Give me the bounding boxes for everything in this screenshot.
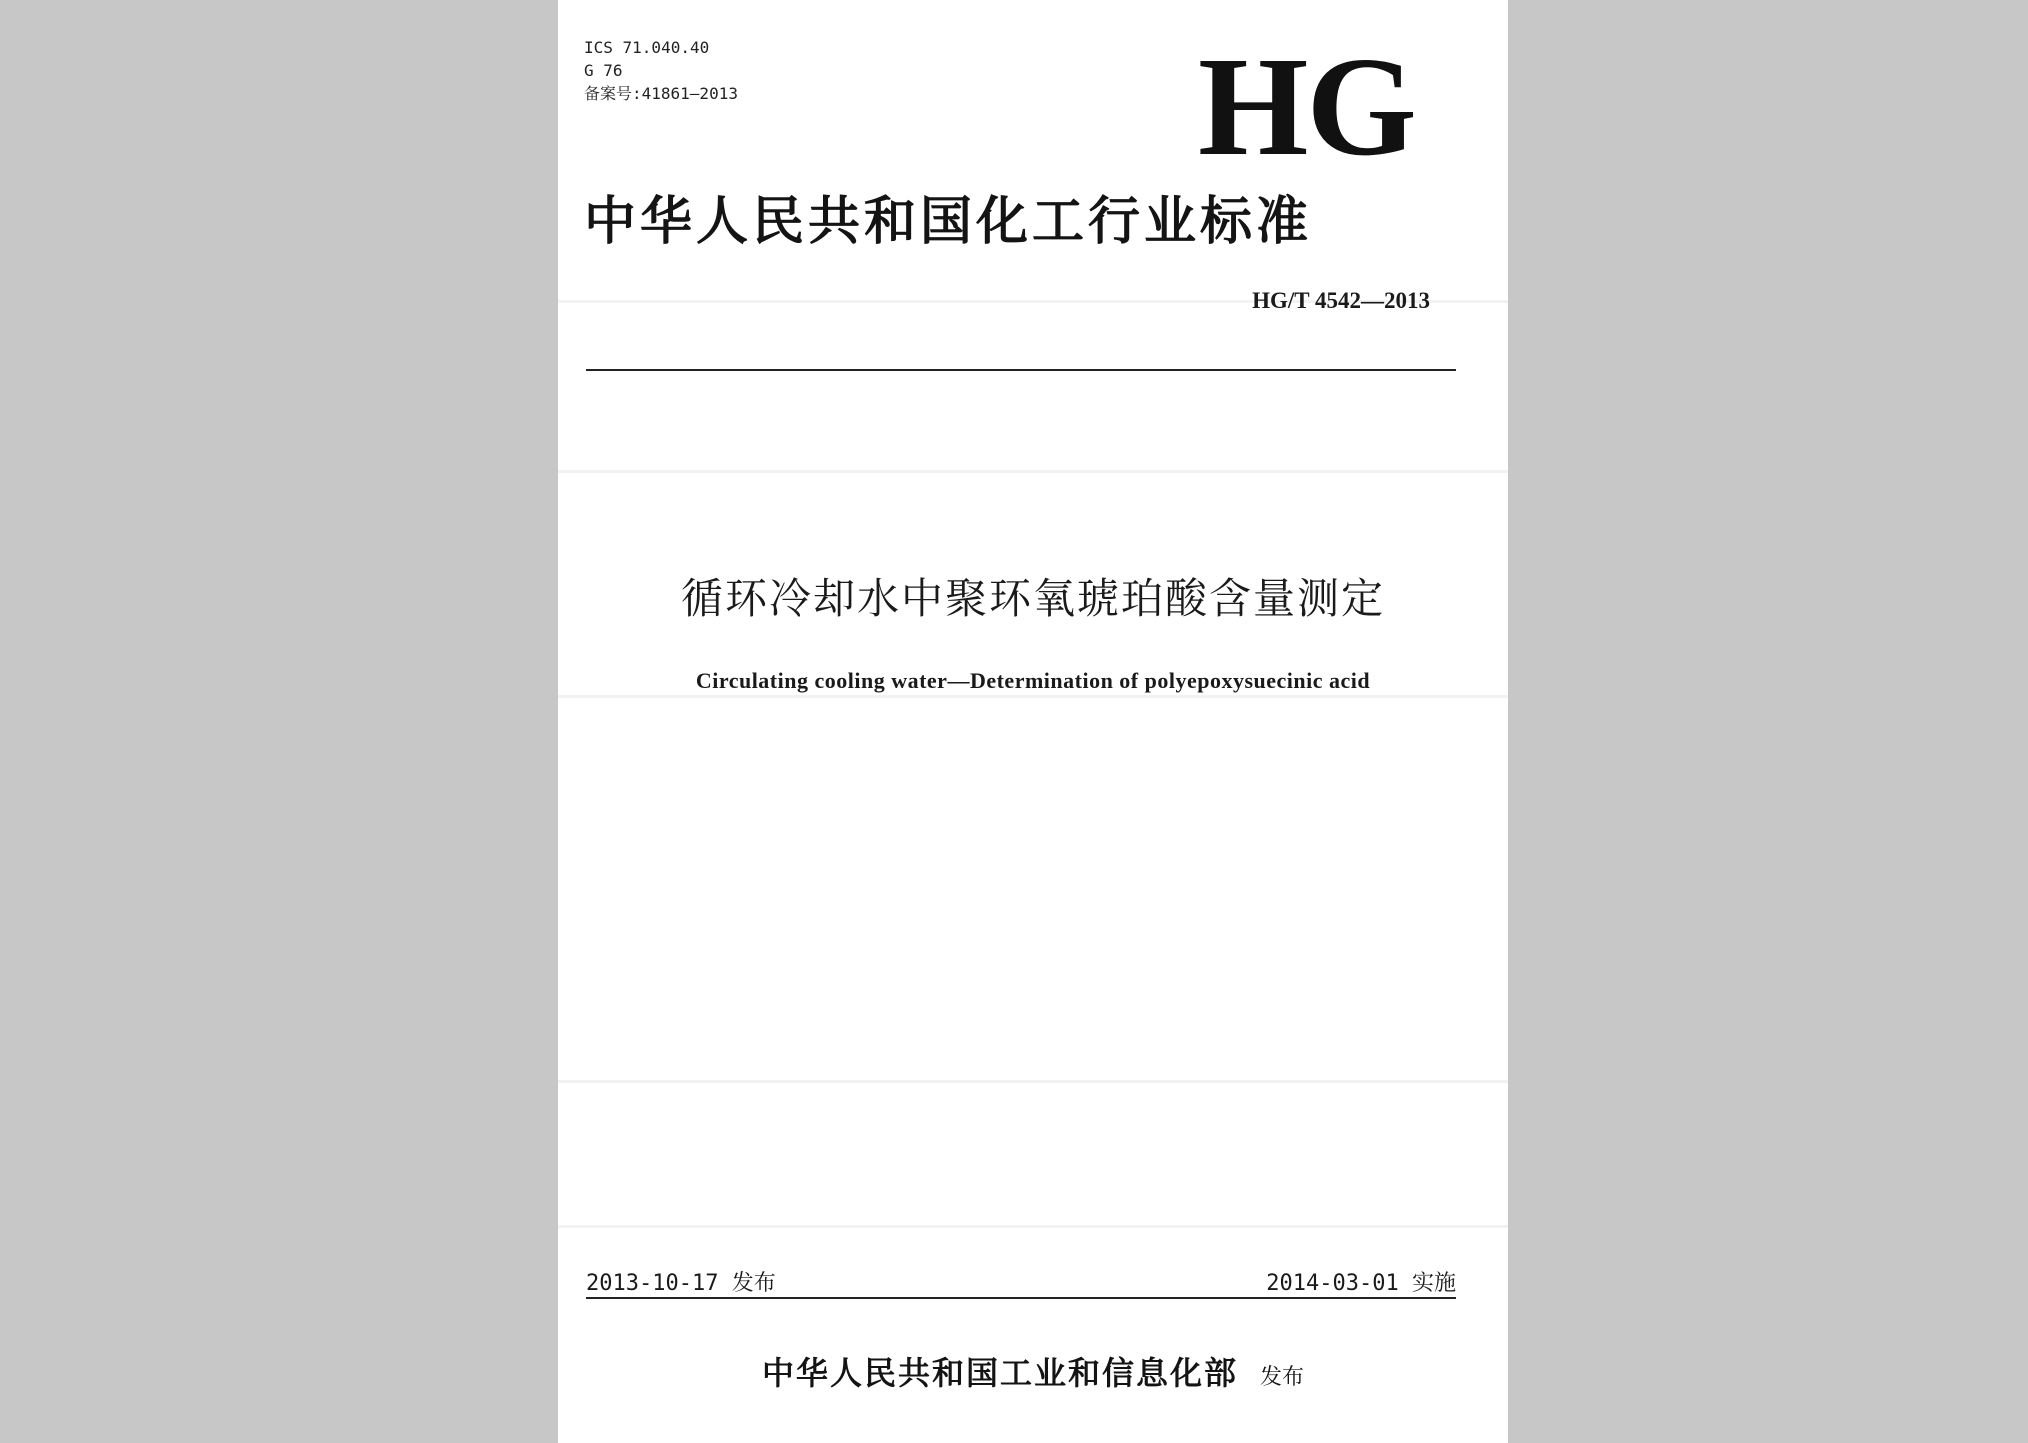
scan-artifact [558, 695, 1508, 698]
publisher-line [558, 1348, 1508, 1394]
document-page [558, 0, 1508, 1443]
classification-block [584, 36, 738, 105]
document-title-zh: 循环冷却水中聚环氧琥珀酸含量测定 [680, 574, 1385, 623]
record-number: 备案号:41861—2013 [584, 84, 738, 103]
standard-code: HG/T 4542—2013 [1252, 288, 1430, 313]
standard-title: 中华人民共和国化工行业标准 [584, 192, 1313, 252]
divider-bottom [586, 1297, 1456, 1299]
ccs-code: G 76 [584, 61, 623, 80]
publisher-name: 中华人民共和国工业和信息化部 [761, 1354, 1238, 1392]
scan-artifact [558, 470, 1508, 473]
implementation-date: 2014-03-01 实施 [1266, 1271, 1456, 1296]
scan-artifact [558, 1080, 1508, 1083]
publisher-suffix: 发布 [1260, 1365, 1305, 1390]
scan-artifact [558, 1225, 1508, 1228]
ics-code: ICS 71.040.40 [584, 38, 710, 57]
divider-top [586, 369, 1456, 371]
issue-date: 2013-10-17 发布 [586, 1271, 776, 1296]
document-title-en: Circulating cooling water—Determination of polyepoxysuecinic acid [695, 668, 1371, 693]
hg-logo: HG [1198, 27, 1415, 185]
